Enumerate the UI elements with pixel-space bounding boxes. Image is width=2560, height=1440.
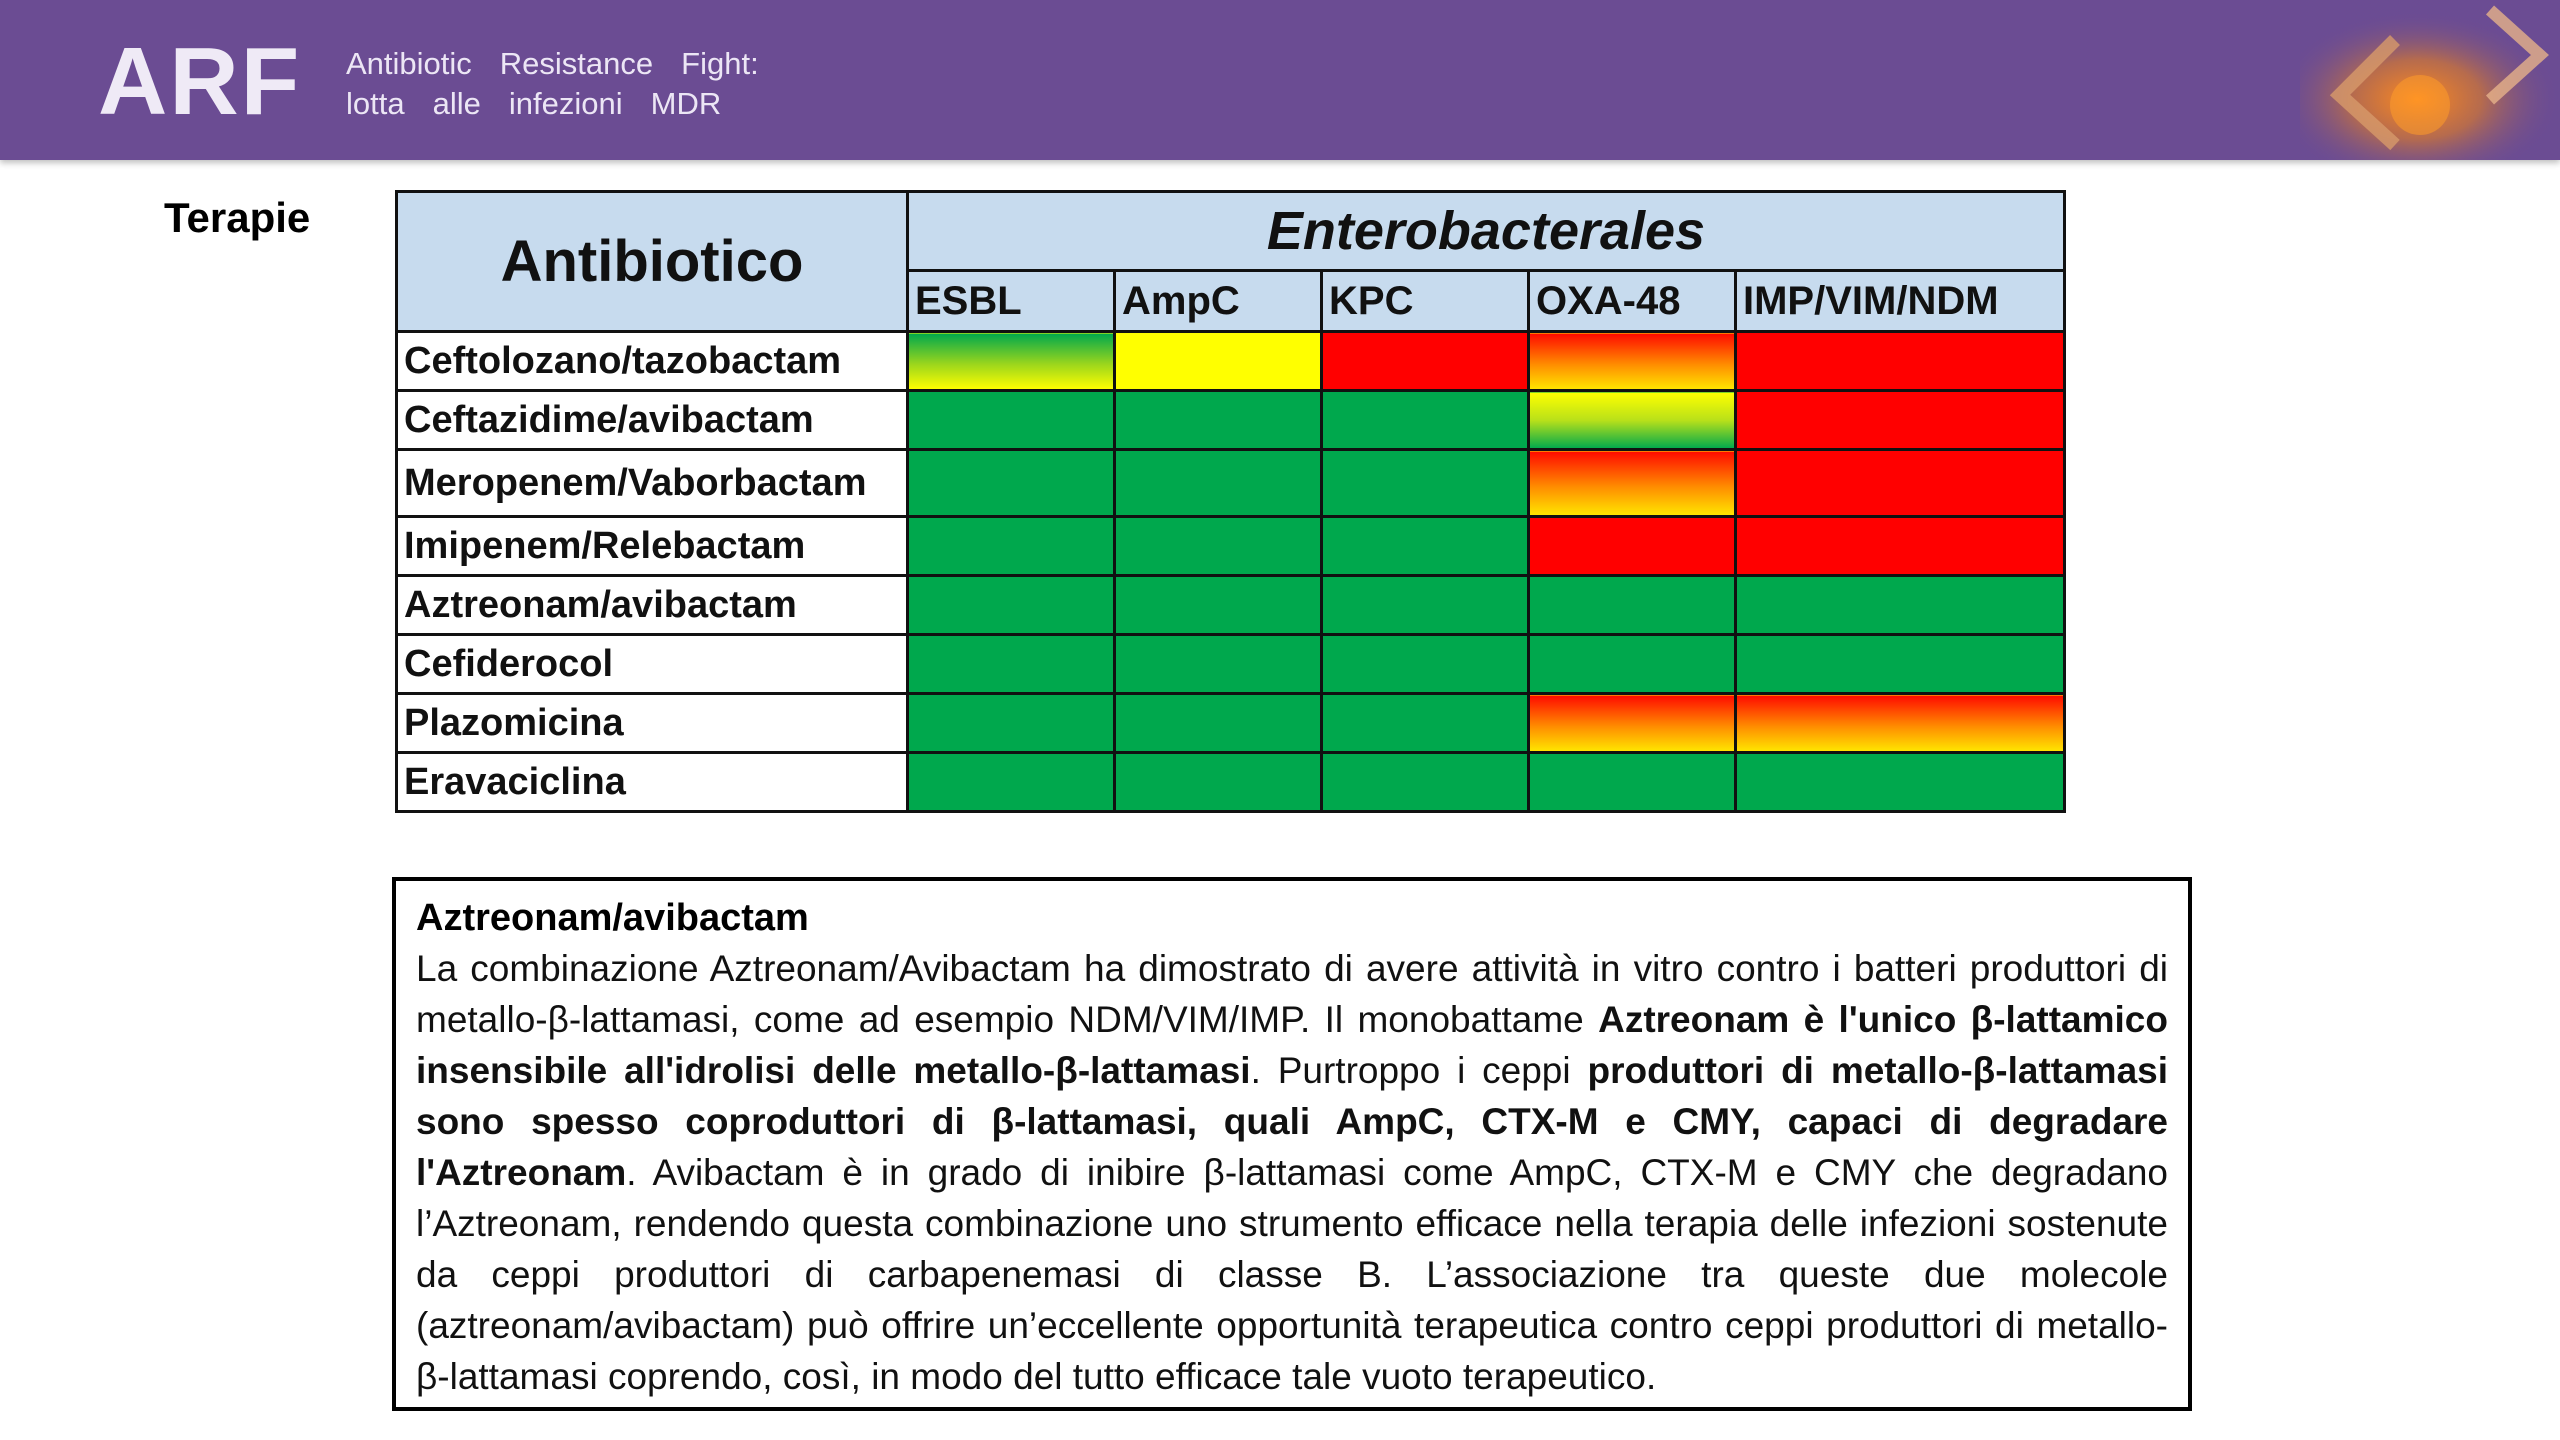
row-label: Meropenem/Vaborbactam [397, 450, 908, 517]
antibiotic-header: Antibiotico [397, 192, 908, 332]
subtitle-word: alle [432, 86, 481, 121]
enterobacterales-header: Enterobacterales [908, 192, 2065, 271]
activity-cell [908, 753, 1115, 812]
activity-cell [1529, 517, 1736, 576]
subtitle-word: Fight: [681, 46, 759, 81]
subtitle-line-1 [346, 44, 787, 84]
body-text: . Avibactam è in grado di inibire β-lattamasi come AmpC, CTX-M e CMY che degradano l’Aztreonam, rendendo questa combinazione uno strumento efficace nella terapia delle infezioni sostenute da ceppi produttori di carbapenemasi di classe B. L’associazione tra queste due molecole (aztreonam/avibactam) può offrire un’eccellente opportunità terapeutica contro ceppi produttori di metallo-β-lattamasi coprendo, così, in modo del tutto efficace tale vuoto terapeutico. [416, 1152, 2168, 1397]
column-header-esbl: ESBL [908, 271, 1115, 332]
susceptibility-table [395, 190, 2066, 813]
info-box-body [416, 943, 2168, 1402]
activity-cell [1736, 635, 2065, 694]
header-subtitle [346, 44, 787, 124]
activity-cell [908, 517, 1115, 576]
table-row [397, 450, 2065, 517]
info-box-title: Aztreonam/avibactam [416, 897, 809, 939]
subtitle-word: lotta [346, 86, 405, 121]
activity-cell [1529, 576, 1736, 635]
body-text: La combinazione Aztreonam/Avibactam ha dimostrato di avere attività in vitro contro i batteri produttori di metallo-β-lattamasi, come ad esempio NDM/VIM/IMP. Il monobattame [416, 948, 2168, 1040]
row-label: Plazomicina [397, 694, 908, 753]
activity-cell [1115, 753, 1322, 812]
activity-cell [1322, 391, 1529, 450]
activity-cell [1115, 635, 1322, 694]
body-bold-text: Aztreonam è l'unico β-lattamico insensibile all'idrolisi delle metallo-β-lattamasi [416, 999, 2168, 1091]
activity-cell [1115, 694, 1322, 753]
activity-cell [1529, 694, 1736, 753]
activity-cell [1736, 576, 2065, 635]
activity-cell [1529, 753, 1736, 812]
activity-cell [908, 694, 1115, 753]
body-text: . Purtroppo i ceppi [1250, 1050, 1588, 1091]
table-row [397, 694, 2065, 753]
activity-cell [908, 332, 1115, 391]
activity-cell [908, 635, 1115, 694]
column-header-imp-vim-ndm: IMP/VIM/NDM [1736, 271, 2065, 332]
activity-cell [1322, 576, 1529, 635]
column-header-oxa48: OXA-48 [1529, 271, 1736, 332]
row-label: Cefiderocol [397, 635, 908, 694]
table-row [397, 576, 2065, 635]
activity-cell [1529, 635, 1736, 694]
info-box [392, 877, 2192, 1411]
activity-cell [1736, 694, 2065, 753]
table-row [397, 332, 2065, 391]
row-label: Aztreonam/avibactam [397, 576, 908, 635]
subtitle-line-2 [346, 84, 787, 124]
arf-logo: ARF [98, 28, 302, 135]
activity-cell [1736, 391, 2065, 450]
activity-cell [1115, 450, 1322, 517]
activity-cell [1115, 332, 1322, 391]
activity-cell [1736, 517, 2065, 576]
row-label: Ceftolozano/tazobactam [397, 332, 908, 391]
activity-cell [1322, 694, 1529, 753]
activity-cell [1115, 576, 1322, 635]
table-row [397, 753, 2065, 812]
activity-cell [1322, 753, 1529, 812]
column-header-kpc: KPC [1322, 271, 1529, 332]
table-row [397, 517, 2065, 576]
header-banner [0, 0, 2560, 160]
activity-cell [1322, 517, 1529, 576]
activity-cell [1115, 517, 1322, 576]
decorative-chevron-graphic [2300, 0, 2560, 160]
activity-cell [1322, 635, 1529, 694]
subtitle-word: Antibiotic [346, 46, 472, 81]
activity-cell [1322, 450, 1529, 517]
table-row [397, 391, 2065, 450]
activity-cell [1736, 753, 2065, 812]
activity-cell [908, 391, 1115, 450]
activity-cell [1322, 332, 1529, 391]
section-title: Terapie [164, 194, 311, 241]
row-label: Ceftazidime/avibactam [397, 391, 908, 450]
activity-cell [1529, 450, 1736, 517]
activity-cell [1529, 391, 1736, 450]
subtitle-word: Resistance [499, 46, 654, 81]
column-header-ampc: AmpC [1115, 271, 1322, 332]
table-row [397, 635, 2065, 694]
activity-cell [908, 576, 1115, 635]
activity-cell [908, 450, 1115, 517]
activity-cell [1115, 391, 1322, 450]
subtitle-word: infezioni [508, 86, 623, 121]
activity-cell [1736, 332, 2065, 391]
body-bold-text: produttori di metallo-β-lattamasi sono spesso coproduttori di β-lattamasi, quali AmpC, CTX-M e CMY, capaci di degradare l'Aztreonam [416, 1050, 2169, 1193]
activity-cell [1529, 332, 1736, 391]
subtitle-word: MDR [650, 86, 722, 121]
row-label: Eravaciclina [397, 753, 908, 812]
activity-cell [1736, 450, 2065, 517]
row-label: Imipenem/Relebactam [397, 517, 908, 576]
